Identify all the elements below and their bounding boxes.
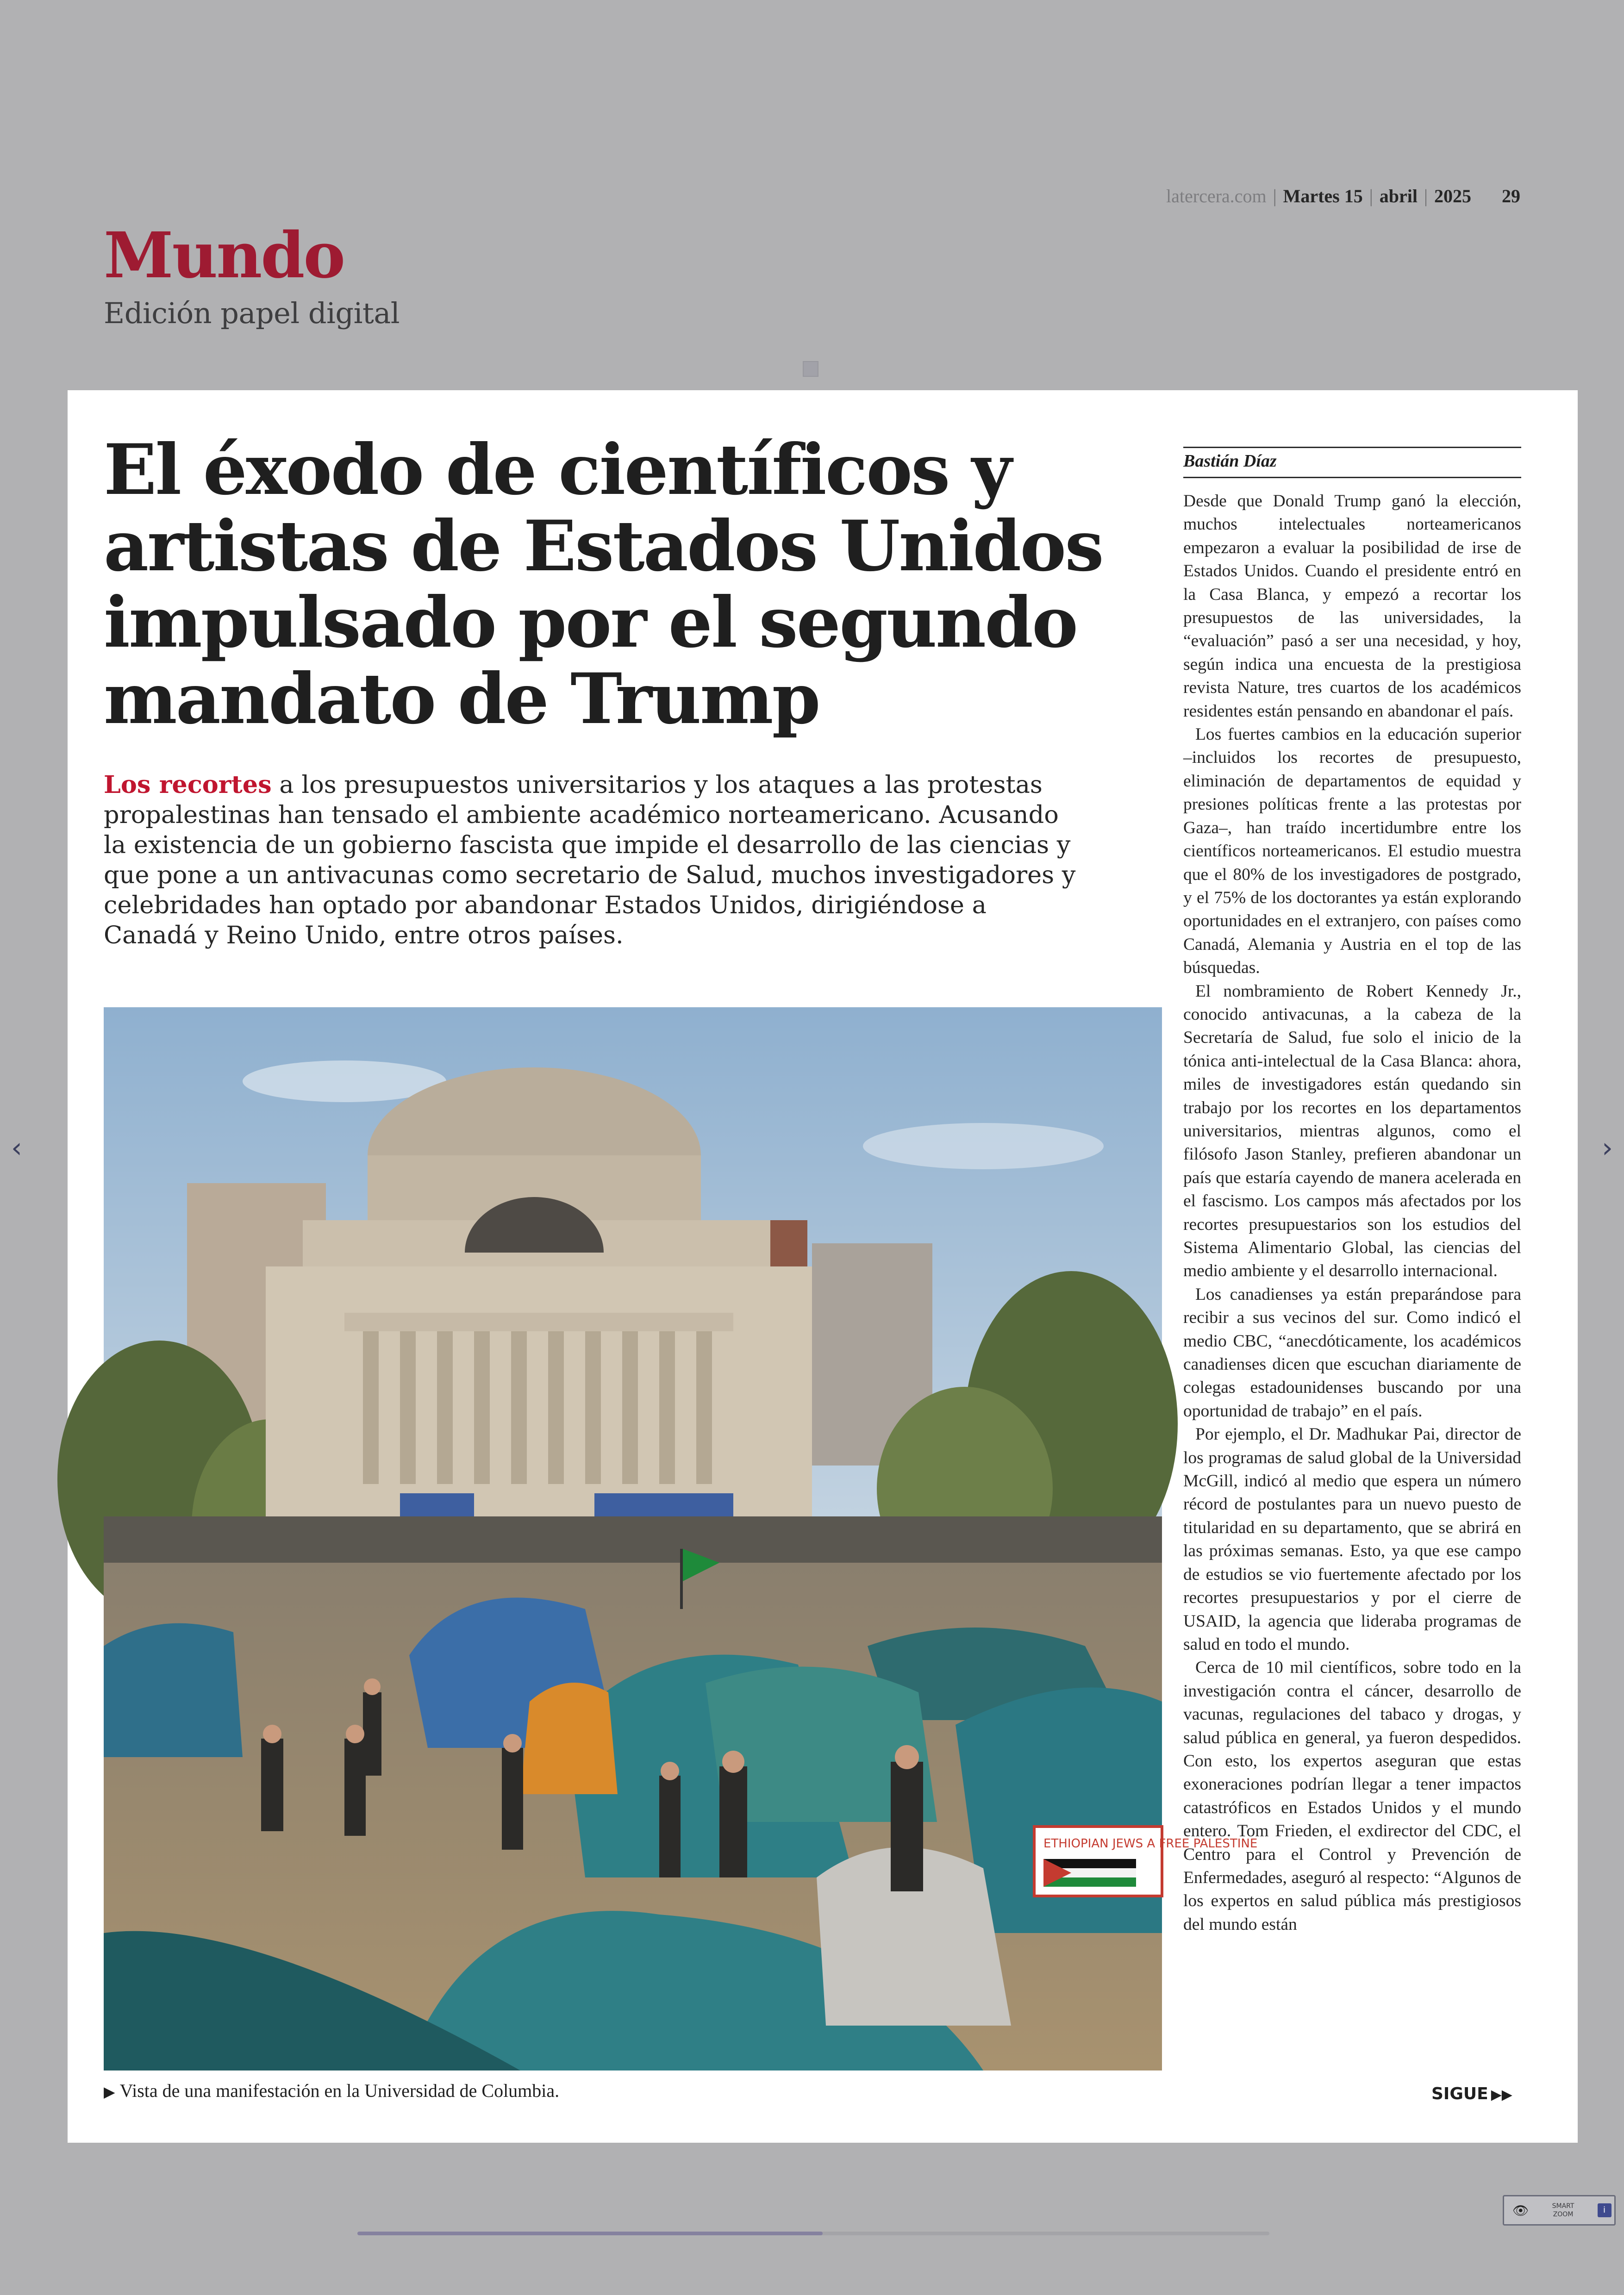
page-header-meta: latercera.com | Martes 15 | abril | 2025 29 [1166,186,1520,206]
chevron-right-icon: › [1602,1132,1613,1164]
campus-protest-photo [104,1007,1258,2070]
edition-subtitle: Edición papel digital [104,296,400,330]
lede-text: a los presupuestos universitarios y los ataques a las protestas propalestinas han tensado el ambiente académico norteamericano. Acusando la existencia de un gobierno fascista que impide el desarrollo de las ciencias y que pone a un antivacunas como secretario de Salud, muchos investigadores y celebridades han optado por abandonar Estados Unidos, dirigiéndose a Canadá y Reino Unido, entre otros países. [104,771,1076,949]
info-badge-icon: i [1598,2203,1612,2217]
article-lede [104,770,1085,950]
site-name: latercera.com [1166,186,1267,206]
article-photo [104,1007,1258,2070]
double-play-icon: ▶▶ [1491,2087,1512,2103]
body-paragraph: Los canadienses ya están preparándose para recibir a sus vecinos del sur. Como indicó el medio CBC, “anecdóticamente, los académicos canadienses dicen que escuchan diariamente de colegas estadounidenses buscando por una oportunidad de trabajo” en el país. [1183,1285,1521,1421]
date-month: abril [1379,186,1418,206]
caption-triangle-icon: ▶ [104,2083,115,2100]
article-page [68,390,1578,2143]
previous-page-button[interactable] [2,1129,31,1166]
eye-icon: 👁 [1512,2202,1529,2218]
date-day: Martes 15 [1283,186,1363,206]
continue-link[interactable] [1431,2084,1512,2103]
page-number: 29 [1502,186,1520,206]
smart-zoom-button[interactable] [1503,2195,1616,2226]
page-progress-fill [357,2232,823,2235]
lede-lead-words: Los recortes [104,771,272,799]
photo-caption: ▶ Vista de una manifestación en la Universidad de Columbia. [104,2080,560,2101]
page-marker-icon [803,361,818,377]
date-year: 2025 [1434,186,1471,206]
smart-zoom-label: SMART ZOOM [1552,2202,1574,2218]
next-page-button[interactable] [1593,1129,1622,1166]
body-paragraph: Desde que Donald Trump ganó la elección, muchos intelectuales norteamericanos empezaron a evaluar la posibilidad de irse de Estados Unidos. Cuando el presidente entró en la Casa Blanca, y empezó a recortar los presupuestos de las universidades, la “evaluación” pasó a ser una necesidad, y hoy, según indica una encuesta de la prestigiosa revista Nature, tres cuartos de los académicos residentes están pensando en abandonar el país. [1183,492,1521,721]
article-headline: El éxodo de científicos y artistas de Estados Unidos impulsado por el segundo mandato de Trump [104,429,1103,740]
body-paragraph: Cerca de 10 mil científicos, sobre todo en la investigación contra el cáncer, desarrollo de vacunas, regulaciones del tabaco y drogas, y salud pública en general, ya fueron despedidos. Con esto, los expertos aseguran que estas exoneraciones podrían llegar a tener impactos catastróficos en Estados Unidos y el mundo entero. Tom Frieden, el exdirector del CDC, el Centro para el Control y Prevención de Enfermedades, aseguró al respecto: “Algunos de los expertos en salud pública más prestigiosos del mundo están [1183,1658,1521,1934]
photo-protest-sign: ETHIOPIAN JEWS A FREE PALESTINE [1043,1837,1258,1851]
chevron-left-icon: ‹ [11,1132,22,1164]
continue-label: SIGUE [1431,2084,1488,2103]
article-body [1183,490,1521,1978]
body-paragraph: Por ejemplo, el Dr. Madhukar Pai, director de los programas de salud global de la Universidad McGill, indicó al medio que espera un número récord de postulantes para un nuevo puesto de titularidad en su departamento, que se abrirá en las próximas semanas. Esto, ya que ese campo de estudios se vio fuertemente afectado por los recortes presupuestarios y por el cierre de USAID, la agencia que lideraba programas de salud en todo el mundo. [1183,1425,1521,1654]
body-paragraph: El nombramiento de Robert Kennedy Jr., conocido antivacunas, a la cabeza de la Secretaría de Salud, fue solo el inicio de la tónica anti-intelectual de la Casa Blanca: ahora, miles de investigadores están quedando sin trabajo por los recortes en los departamentos universitarios, mientras algunos, como el filósofo Jason Stanley, prefieren abandonar un país que estaría cayendo de manera acelerada en el fascismo. Los campos más afectados por los recortes presupuestarios son los estudios del Sistema Alimentario Global, las ciencias del medio ambiente y el desarrollo internacional. [1183,981,1521,1281]
page-progress-bar[interactable] [357,2232,1269,2235]
article-byline: Bastián Díaz [1183,447,1521,478]
body-paragraph: Los fuertes cambios en la educación superior –incluidos los recortes de presupuesto, eliminación de departamentos de equidad y presiones políticas frente a las protestas por Gaza–, han traído incertidumbre entre los científicos norteamericanos. El estudio muestra que el 80% de los investigadores de postgrado, y el 75% de los doctorantes ya están explorando oportunidades en el extranjero, con países como Canadá, Alemania y Austria en el top de las búsquedas. [1183,725,1521,978]
section-title: Mundo [104,218,344,293]
